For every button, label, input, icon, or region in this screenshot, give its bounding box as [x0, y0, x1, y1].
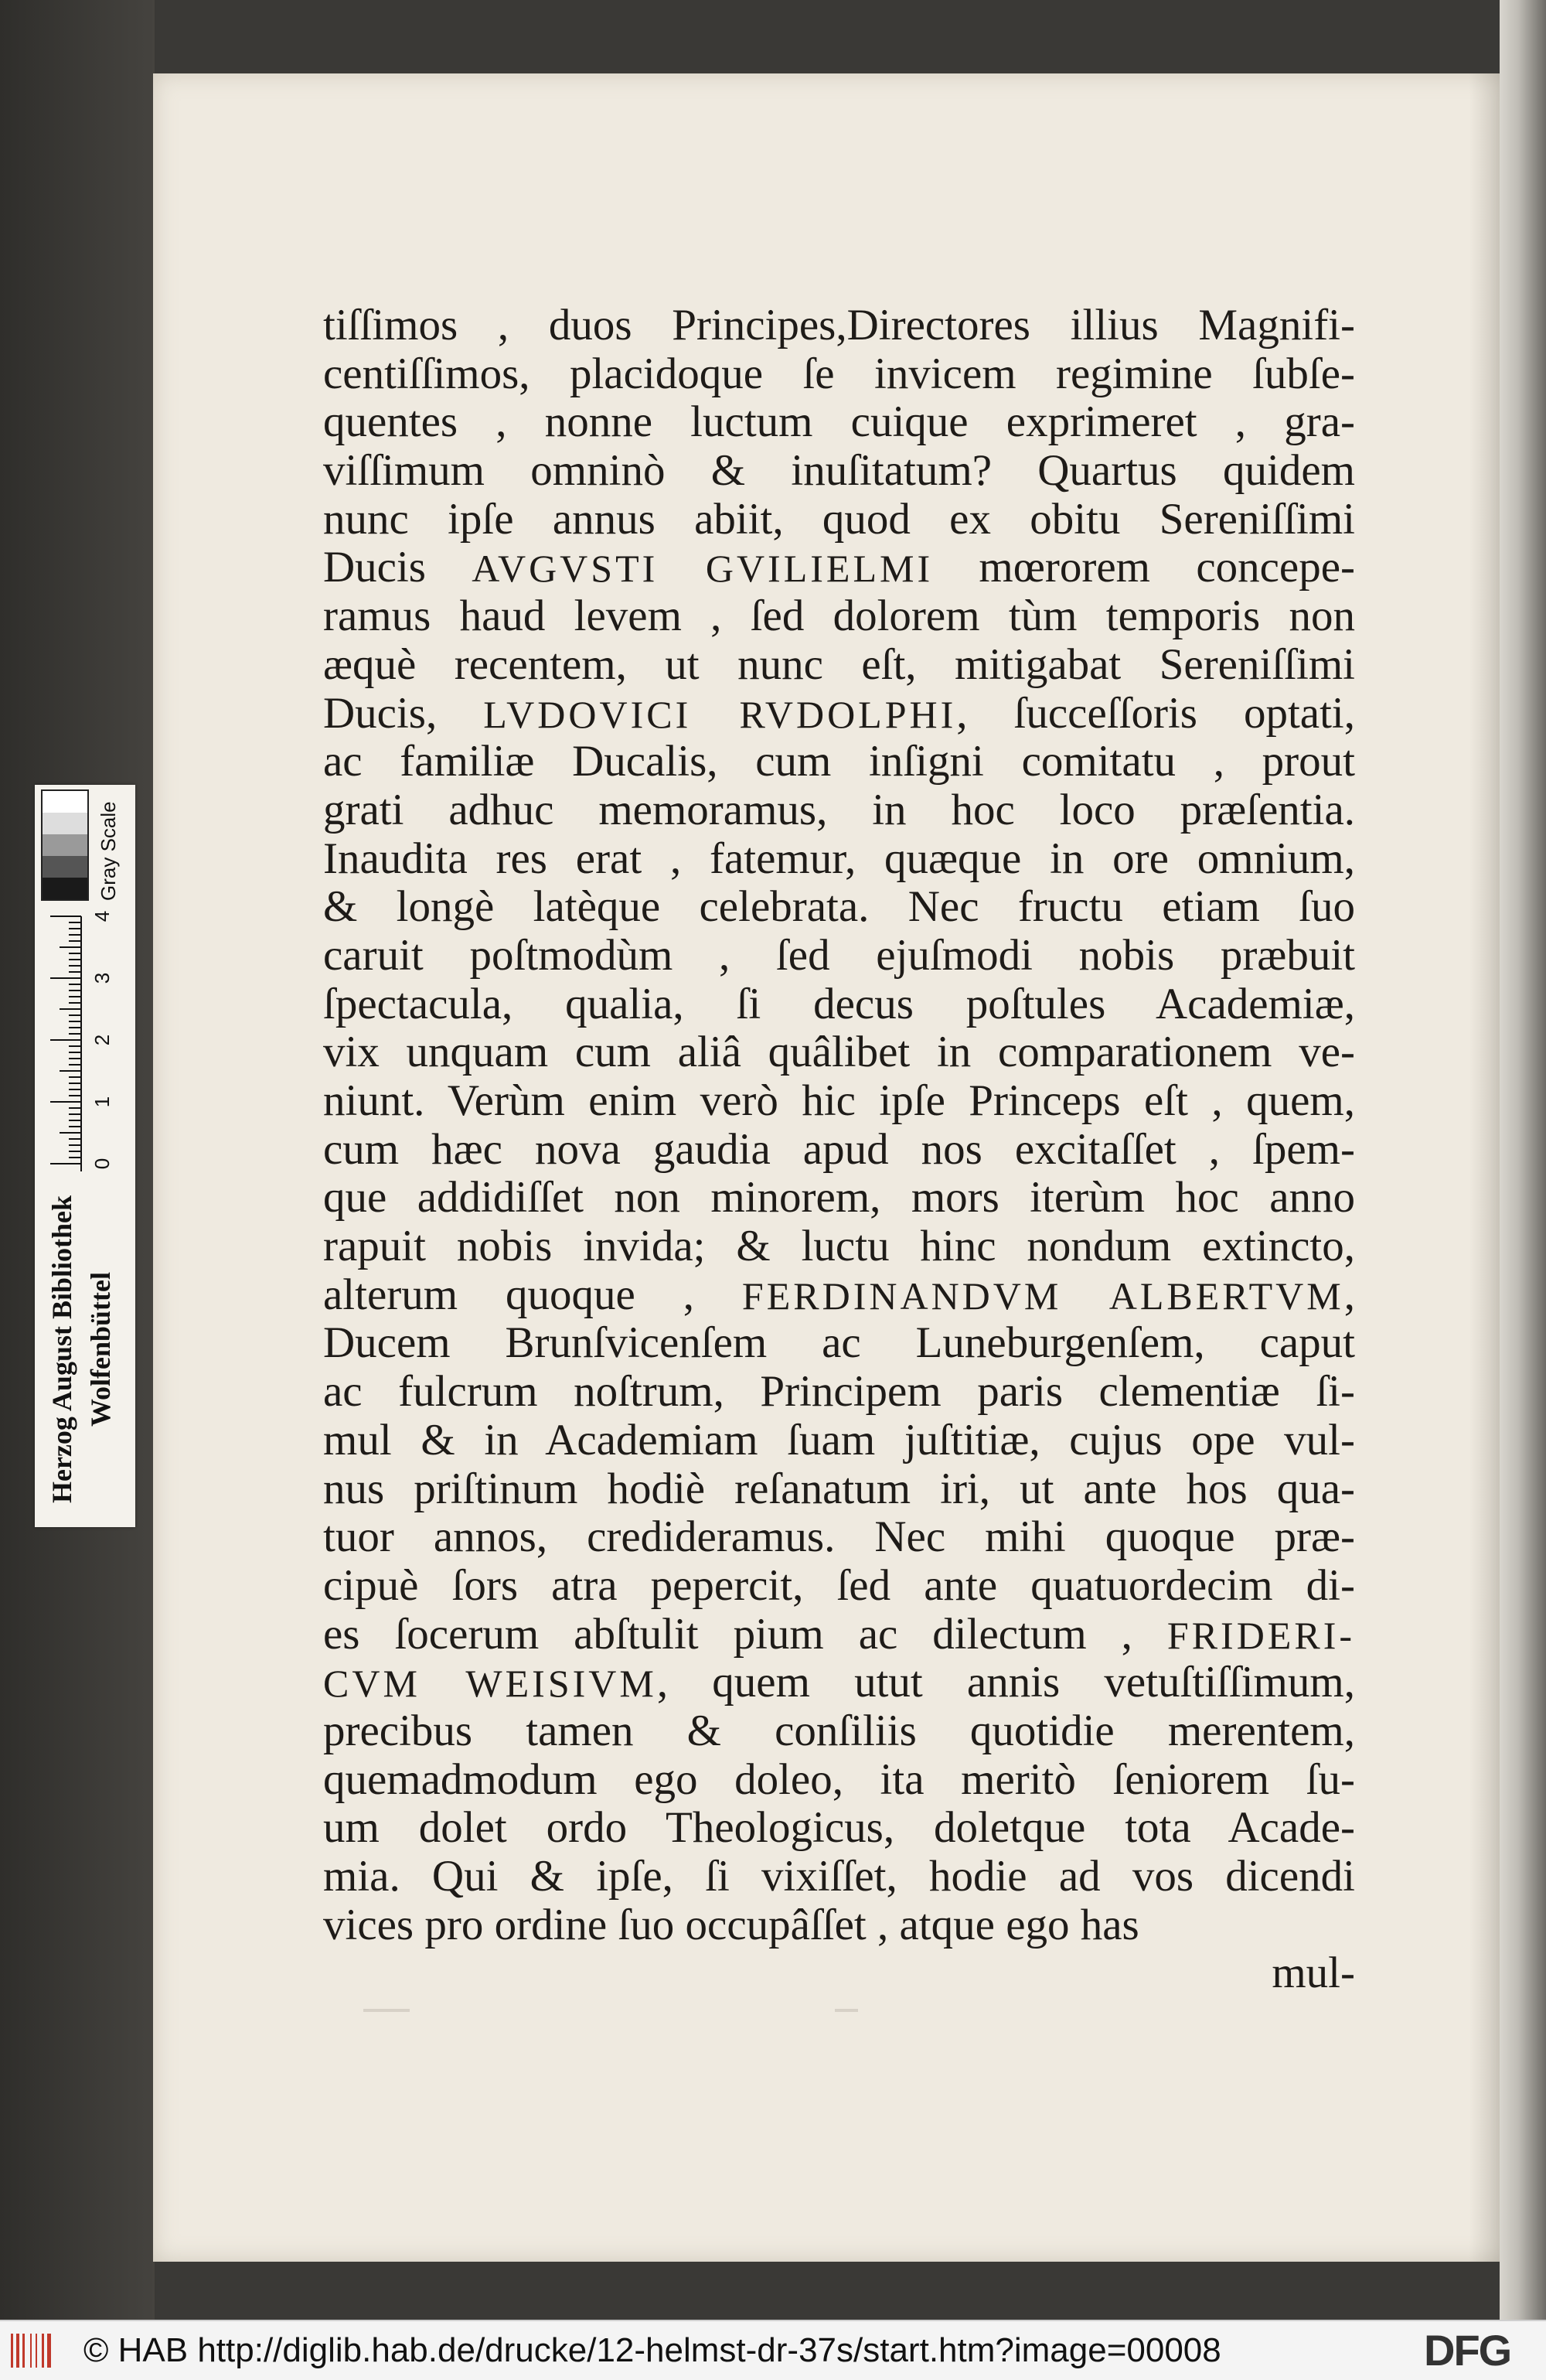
text-line: que addidiſſet non minorem, mors iterùm hoc anno: [323, 1173, 1355, 1222]
institution-name: Herzog August Bibliothek: [46, 1195, 77, 1504]
small-caps-name: FERDINANDVM ALBERTVM: [741, 1274, 1344, 1318]
ruler-tick-label: 2: [90, 1034, 114, 1046]
institution-city: Wolfenbüttel: [85, 1272, 116, 1427]
text-line: es ſocerum abſtulit pium ac dilectum , FRIDERI-: [323, 1609, 1355, 1659]
text-line: Ducis AVGVSTI GVILIELMI mœrorem concepe-: [323, 543, 1356, 592]
text-line: mul & in Academiam ſuam juſtitiæ, cujus ope vul-: [323, 1415, 1355, 1464]
small-caps-name: FRIDERI-: [1166, 1613, 1355, 1657]
ruler: [35, 909, 135, 1179]
text-line: & longè latèque celebrata. Nec fructu etiam ſuo: [323, 882, 1355, 932]
text-line: vix unquam cum aliâ quâlibet in comparationem ve-: [323, 1028, 1355, 1077]
small-caps-name: CVM WEISIVM: [323, 1662, 657, 1706]
text-line: centiſſimos, placidoque ſe invicem regimine ſubſe-: [323, 349, 1355, 398]
gray-patch: [43, 856, 87, 878]
text-line: Inaudita res erat , fatemur, quæque in ore omnium,: [323, 834, 1355, 883]
barcode-bar: [11, 2334, 13, 2368]
institution-label: [43, 1195, 120, 1504]
text-line: caruit poſtmodùm , ſed ejuſmodi nobis præbuit: [323, 930, 1355, 980]
barcode-bar: [22, 2334, 25, 2368]
text-line: ſpectacula, qualia, ſi decus poſtules Academiæ,: [323, 979, 1355, 1028]
text-line: niunt. Verùm enim verò hic ipſe Princeps eſt , quem,: [323, 1076, 1355, 1125]
color-scale-bar: [35, 785, 135, 1527]
text-line: cum hæc nova gaudia apud nos excitaſſet , ſpem-: [323, 1124, 1355, 1174]
small-caps-name: LVDOVICI RVDOLPHI: [483, 692, 957, 736]
gray-patch: [43, 813, 87, 834]
text-line: rapuit nobis invida; & luctu hinc nondum extincto,: [323, 1222, 1355, 1271]
ruler-tick-label: 3: [90, 972, 114, 984]
text-line: tuor annos, credideramus. Nec mihi quoque præ-: [323, 1512, 1355, 1562]
gray-patch: [43, 878, 87, 899]
barcode-bar: [47, 2334, 51, 2368]
dfg-logo: DFG: [1424, 2326, 1511, 2375]
barcode-icon: [9, 2331, 63, 2371]
barcode-bar: [36, 2334, 37, 2368]
catchword: mul-: [1272, 1949, 1355, 1998]
text-line: tiſſimos , duos Principes,Directores illius Magnifi-: [323, 301, 1355, 349]
text-line: grati adhuc memoramus, in hoc loco præſentia.: [323, 785, 1355, 834]
text-line: Ducem Brunſvicenſem ac Luneburgenſem, caput: [323, 1318, 1355, 1368]
ruler-tick-label: 1: [90, 1096, 114, 1108]
text-line: CVM WEISIVM, quem utut annis vetuſtiſſimum,: [323, 1658, 1355, 1707]
next-page-edge: [1500, 0, 1546, 2320]
gray-scale-patches: [41, 789, 89, 901]
page-text: [323, 302, 1355, 1998]
barcode-bar: [42, 2334, 44, 2368]
text-line: viſſimum omninò & inuſitatum? Quartus quidem: [323, 446, 1355, 496]
text-line: mia. Qui & ipſe, ſi vixiſſet, hodie ad vos dicendi: [323, 1852, 1355, 1901]
text-line: vices pro ordine ſuo occupâſſet , atque ego has: [323, 1900, 1139, 1949]
ruler-tick-label: 0: [90, 1158, 114, 1170]
text-line: um dolet ordo Theologicus, doletque tota Acade-: [323, 1803, 1355, 1853]
gray-patch: [43, 791, 87, 813]
text-line: precibus tamen & conſiliis quotidie merentem,: [323, 1706, 1355, 1755]
show-through-marks: [340, 1993, 1113, 2040]
text-line: æquè recentem, ut nunc eſt, mitigabat Sereniſſimi: [323, 639, 1355, 689]
ruler-tick-label: 4: [90, 910, 114, 922]
gray-patch: [43, 834, 87, 856]
text-line: ac fulcrum noſtrum, Principem paris clementiæ ſi-: [323, 1367, 1355, 1417]
footer-bar: [0, 2320, 1546, 2380]
barcode-bar: [16, 2334, 19, 2368]
text-line: ramus haud levem , ſed dolorem tùm temporis non: [323, 592, 1355, 641]
text-line: alterum quoque , FERDINANDVM ALBERTVM,: [323, 1270, 1356, 1319]
text-line: ac familiæ Ducalis, cum inſigni comitatu , prout: [323, 737, 1355, 786]
text-line: cipuè ſors atra pepercit, ſed ante quatuordecim di-: [323, 1560, 1355, 1610]
barcode-bar: [30, 2334, 32, 2368]
text-line: quentes , nonne luctum cuique exprimeret , gra-: [323, 397, 1355, 447]
ruler-ticks: [35, 909, 89, 1179]
small-caps-name: AVGVSTI GVILIELMI: [472, 547, 934, 591]
source-url[interactable]: © HAB http://diglib.hab.de/drucke/12-helmst-dr-37s/start.htm?image=00008: [83, 2331, 1221, 2369]
gray-scale-label: Gray Scale: [97, 801, 120, 901]
text-line: quemadmodum ego doleo, ita meritò ſeniorem ſu-: [323, 1754, 1355, 1804]
text-line: Ducis, LVDOVICI RVDOLPHI, ſucceſſoris optati,: [323, 688, 1355, 738]
text-line: nunc ipſe annus abiit, quod ex obitu Sereniſſimi: [323, 494, 1355, 544]
text-line: nus priſtinum hodiè reſanatum iri, ut ante hos qua-: [323, 1464, 1355, 1513]
